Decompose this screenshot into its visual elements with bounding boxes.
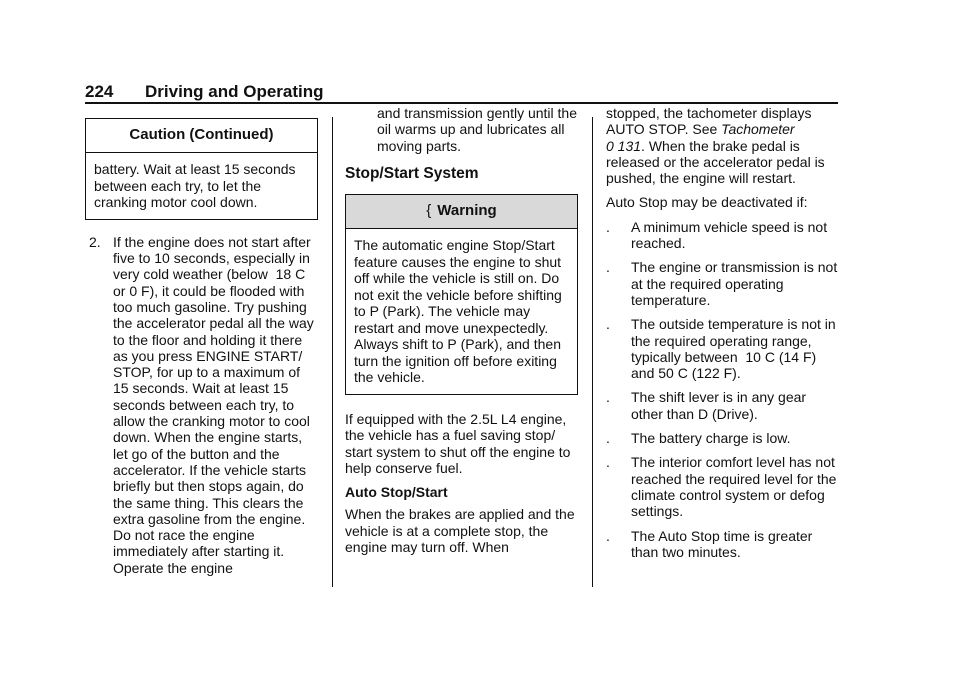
step-text: If the engine does not start after five to 10 seconds, especially in very cold weather (below 18 C or 0 F), it could be flooded with too much gasoline. Try pushing the accelerator pedal all the way to the floor and holding it there as you press ENGINE START/ STOP, for up to a maximum of 15 seconds. Wait at least 15 seconds between each try, to allow the cranking motor to cool down. When the engine starts, let go of the button and the accelerator. If the vehicle starts briefly but then stops again, do the same thing. This clears the extra gasoline from the engine. Do not race the engine immediately after starting it. Operate the engine [113,233,314,576]
warning-heading [346,195,577,229]
list-item [606,219,839,252]
list-item [606,316,839,381]
column-divider-2 [592,117,593,587]
bullet-mark: . [606,389,610,406]
bullet-mark: . [606,527,610,544]
bullet-mark: . [606,316,610,333]
list-item-text: The engine or transmission is not at the required operating temperature. [631,259,838,308]
column-divider-1 [332,117,333,587]
deactivation-intro: Auto Stop may be deactivated if: [606,194,808,211]
warning-body: The automatic engine Stop/Start feature causes the engine to shut off while the vehicle is still on. Do not exit the vehicle before shifting to P (Park). The vehicle may restart and move unexpectedly. Always shift to P (Park), and then turn the ignition off before exiting the vehicle. [354,237,562,386]
list-item-text: The shift lever is in any gear other than D (Drive). [631,389,807,422]
tachometer-text-b: . When the brake pedal is released or the accelerator pedal is pushed, the engine will restart. [606,137,825,187]
header-rule [85,102,838,104]
list-item-text: The Auto Stop time is greater than two minutes. [631,527,813,560]
caution-body: battery. Wait at least 15 seconds between each try, to let the cranking motor cool down. [94,161,296,211]
stop-start-paragraph: If equipped with the 2.5L L4 engine, the vehicle has a fuel saving stop/ start system to shut off the engine to help conserve fuel. [345,410,571,476]
column-2 [345,105,578,563]
caution-heading: Caution (Continued) [86,119,317,153]
tachometer-link[interactable]: Tachometer [721,121,795,138]
stop-start-heading: Stop/Start System [345,164,479,182]
auto-stop-start-heading: Auto Stop/Start [345,484,448,501]
list-item [606,454,839,519]
page-number: 224 [85,82,114,101]
tachometer-paragraph [606,105,839,186]
column-3 [606,105,839,568]
tachometer-page-ref[interactable]: 0 131 [606,137,642,154]
bullet-mark: . [606,454,610,471]
warning-icon: { [426,202,432,220]
list-item [606,528,839,561]
list-item [606,389,839,422]
step-number: 2. [89,233,101,250]
tachometer-text-a: stopped, the tachometer displays AUTO STOP. See [606,105,812,138]
list-item-text: The battery charge is low. [631,430,791,447]
page-header [85,82,838,106]
list-item [606,430,839,446]
list-item-text: The interior comfort level has not reached the required level for the climate control system or defog settings. [631,454,837,520]
bullet-mark: . [606,259,610,276]
bullet-mark: . [606,430,610,447]
section-title: Driving and Operating [145,82,324,101]
step-2 [85,234,318,576]
list-item-text: The outside temperature is not in the required operating range, typically between 10 C (14 F) and 50 C (122 F). [631,316,836,382]
bullet-mark: . [606,218,610,235]
caution-box [85,118,318,220]
auto-stop-paragraph: When the brakes are applied and the vehicle is at a complete stop, the engine may turn off. When [345,506,575,556]
continuation-text: and transmission gently until the oil warms up and lubricates all moving parts. [377,105,577,154]
warning-heading-text: Warning [437,202,497,220]
warning-box [345,194,578,395]
list-item-text: A minimum vehicle speed is not reached. [631,218,828,252]
deactivation-list [606,219,839,560]
list-item [606,259,839,308]
column-1 [85,118,318,576]
